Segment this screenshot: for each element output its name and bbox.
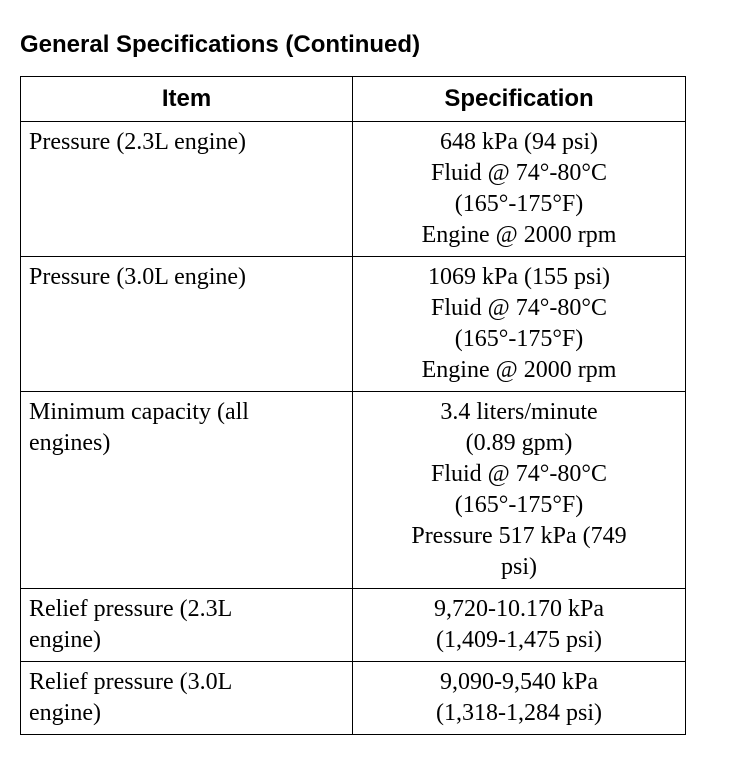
specification-text: 1069 kPa (155 psi) — [428, 264, 610, 290]
specification-text: (1,318-1,284 psi) — [436, 700, 602, 726]
specification-text: 9,720-10.170 kPa — [434, 596, 604, 622]
item-cell — [21, 662, 353, 735]
item-cell — [21, 122, 353, 257]
column-header-specification: Specification — [353, 77, 686, 122]
specifications-table — [20, 76, 686, 735]
specification-cell — [353, 392, 686, 589]
table-row — [21, 392, 686, 589]
specification-text: (165°-175°F) — [454, 191, 584, 217]
item-text: Minimum capacity (all — [29, 399, 249, 425]
specification-text: 9,090-9,540 kPa — [440, 669, 598, 695]
table-header-row — [21, 77, 686, 122]
specification-text: 3.4 liters/minute — [440, 399, 598, 425]
specification-text: Fluid @ 74°-80°C — [431, 295, 607, 321]
column-header-item: Item — [21, 77, 353, 122]
page-title: General Specifications (Continued) — [20, 31, 421, 58]
specification-text: Fluid @ 74°-80°C — [431, 461, 607, 487]
table-row — [21, 589, 686, 662]
item-text: engine) — [29, 700, 101, 726]
specification-text: (1,409-1,475 psi) — [436, 627, 602, 653]
specification-text: Engine @ 2000 rpm — [421, 357, 617, 383]
item-text: Pressure (2.3L engine) — [29, 129, 247, 155]
specification-text: Pressure 517 kPa (749 — [411, 523, 627, 549]
specification-cell — [353, 257, 686, 392]
item-cell — [21, 392, 353, 589]
specification-cell — [353, 122, 686, 257]
item-text: Pressure (3.0L engine) — [29, 264, 247, 290]
table-row — [21, 662, 686, 735]
specification-text: Engine @ 2000 rpm — [421, 222, 617, 248]
specification-text: psi) — [501, 554, 537, 580]
specification-cell — [353, 662, 686, 735]
specification-text: (165°-175°F) — [454, 326, 584, 352]
specification-text: (165°-175°F) — [454, 492, 584, 518]
specification-text: Fluid @ 74°-80°C — [431, 160, 607, 186]
item-text: Relief pressure (2.3L — [29, 596, 233, 622]
item-cell — [21, 257, 353, 392]
item-text: Relief pressure (3.0L — [29, 669, 233, 695]
table-row — [21, 257, 686, 392]
specification-text: 648 kPa (94 psi) — [440, 129, 598, 155]
item-cell — [21, 589, 353, 662]
table-row — [21, 122, 686, 257]
item-text: engine) — [29, 627, 101, 653]
specification-text: (0.89 gpm) — [465, 430, 573, 456]
specification-cell — [353, 589, 686, 662]
item-text: engines) — [29, 430, 111, 456]
